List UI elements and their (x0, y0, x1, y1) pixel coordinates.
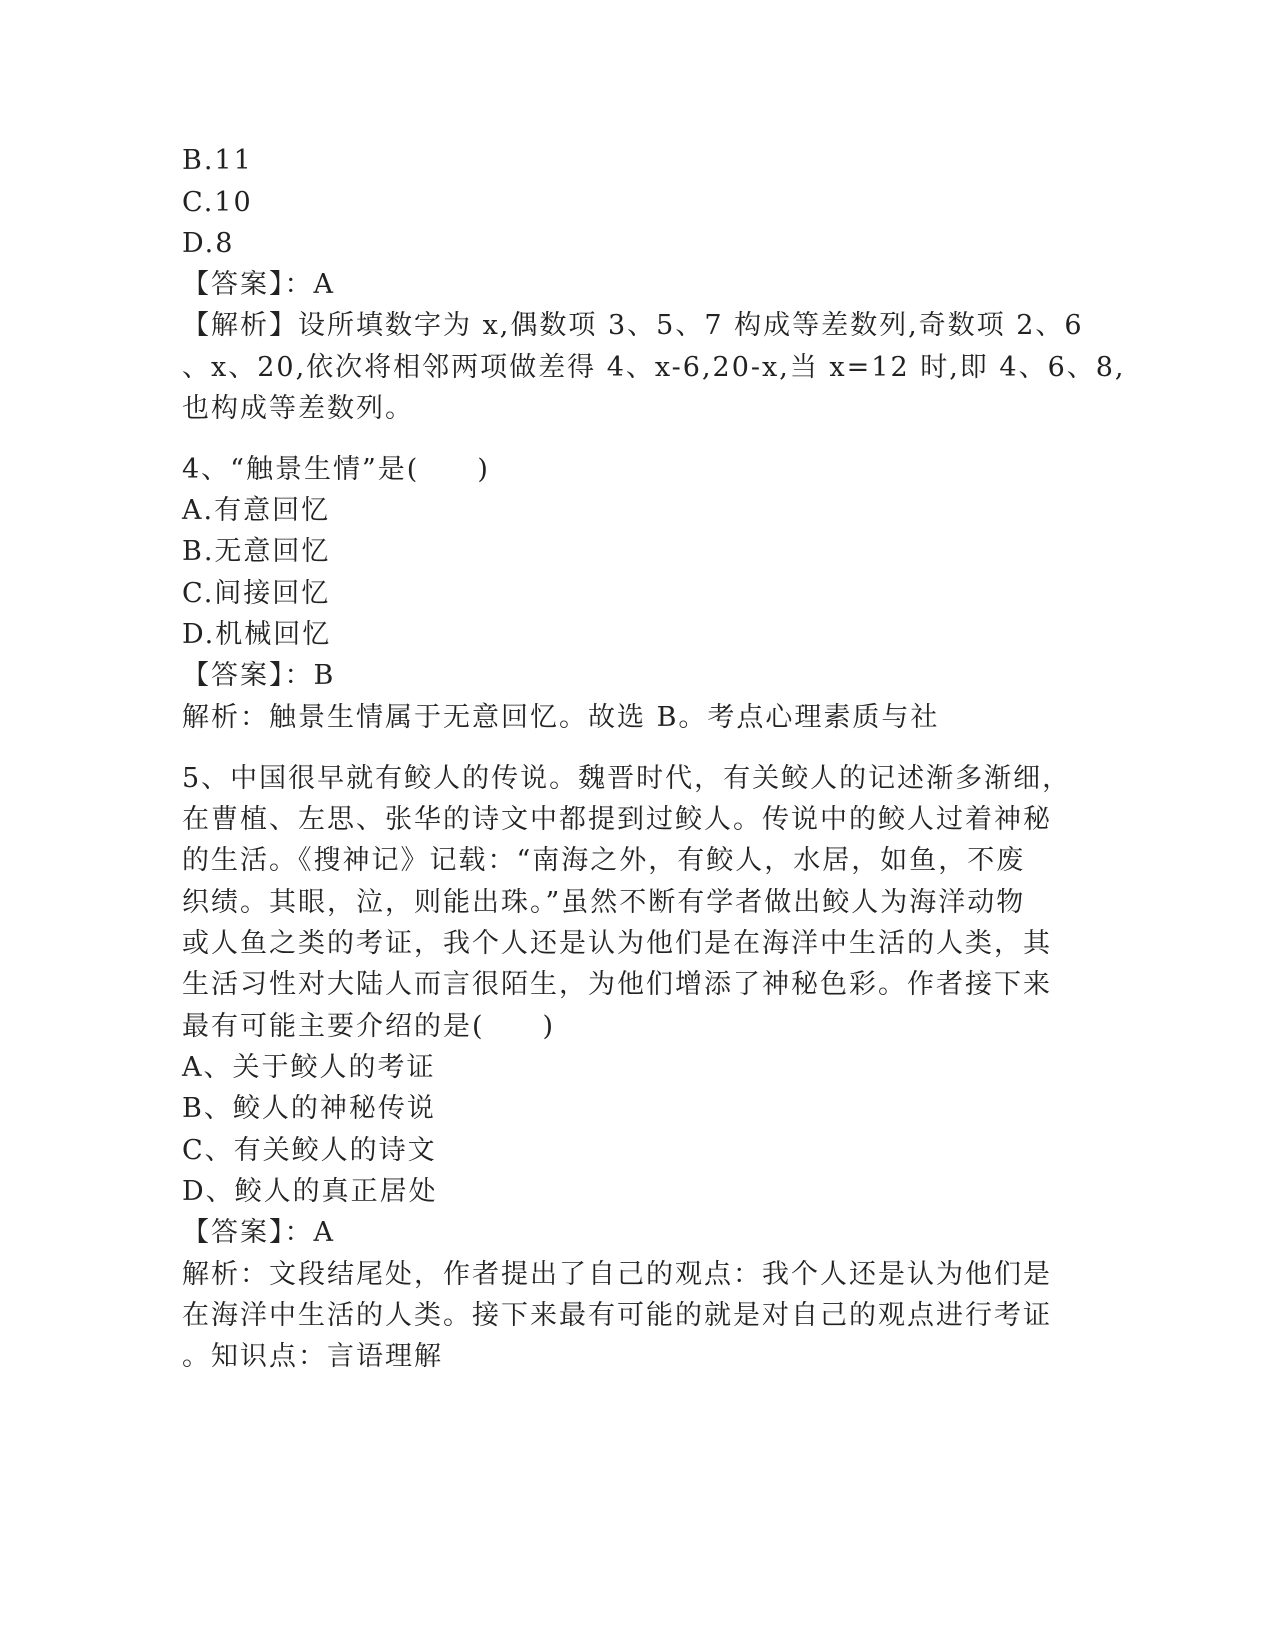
q3-option-c: C.10 (182, 187, 253, 218)
q5-answer: 【答案】：A (182, 1217, 335, 1248)
q4-analysis: 解析：触景生情属于无意回忆。故选 B。考点心理素质与社 (182, 702, 940, 733)
q5-question-line-7: 最有可能主要介绍的是( ) (182, 1011, 556, 1042)
q4-question: 4、“触景生情”是( ) (182, 454, 490, 485)
q3-option-d: D.8 (182, 228, 235, 259)
q4-option-d: D.机械回忆 (182, 619, 332, 650)
q5-question-line-3: 的生活。《搜神记》记载：“南海之外，有鲛人，水居，如鱼，不废 (182, 845, 1026, 876)
q5-question-line-6: 生活习性对大陆人而言很陌生，为他们增添了神秘色彩。作者接下来 (182, 969, 1052, 1000)
q5-analysis-line-1: 解析：文段结尾处，作者提出了自己的观点：我个人还是认为他们是 (182, 1259, 1052, 1290)
q4-option-a: A.有意回忆 (182, 495, 331, 526)
q4-option-c: C.间接回忆 (182, 578, 331, 609)
q4-answer: 【答案】：B (182, 660, 336, 691)
q5-option-c: C、有关鲛人的诗文 (182, 1135, 437, 1166)
q3-answer: 【答案】：A (182, 269, 335, 300)
q3-option-b: B.11 (182, 145, 253, 176)
q5-option-b: B、鲛人的神秘传说 (182, 1093, 436, 1124)
q5-analysis-line-2: 在海洋中生活的人类。接下来最有可能的就是对自己的观点进行考证 (182, 1300, 1052, 1331)
q5-question-line-4: 织绩。其眼，泣，则能出珠。”虽然不断有学者做出鲛人为海洋动物 (182, 887, 1026, 918)
q4-option-b: B.无意回忆 (182, 536, 331, 567)
q5-question-line-1: 5、中国很早就有鲛人的传说。魏晋时代，有关鲛人的记述渐多渐细， (182, 763, 1072, 794)
q5-option-d: D、鲛人的真正居处 (182, 1176, 438, 1207)
q5-question-line-5: 或人鱼之类的考证，我个人还是认为他们是在海洋中生活的人类，其 (182, 928, 1052, 959)
q3-analysis-line-3: 也构成等差数列。 (182, 393, 414, 424)
q5-analysis-line-3: 。知识点：言语理解 (182, 1341, 443, 1372)
q3-analysis-line-2: 、x、20,依次将相邻两项做差得 4、x-6,20-x,当 x=12 时,即 4、6、8, (182, 352, 1126, 383)
q3-analysis-line-1: 【解析】设所填数字为 x,偶数项 3、5、7 构成等差数列,奇数项 2、6 (182, 310, 1084, 341)
q5-option-a: A、关于鲛人的考证 (182, 1052, 436, 1083)
q5-question-line-2: 在曹植、左思、张华的诗文中都提到过鲛人。传说中的鲛人过着神秘 (182, 804, 1052, 835)
